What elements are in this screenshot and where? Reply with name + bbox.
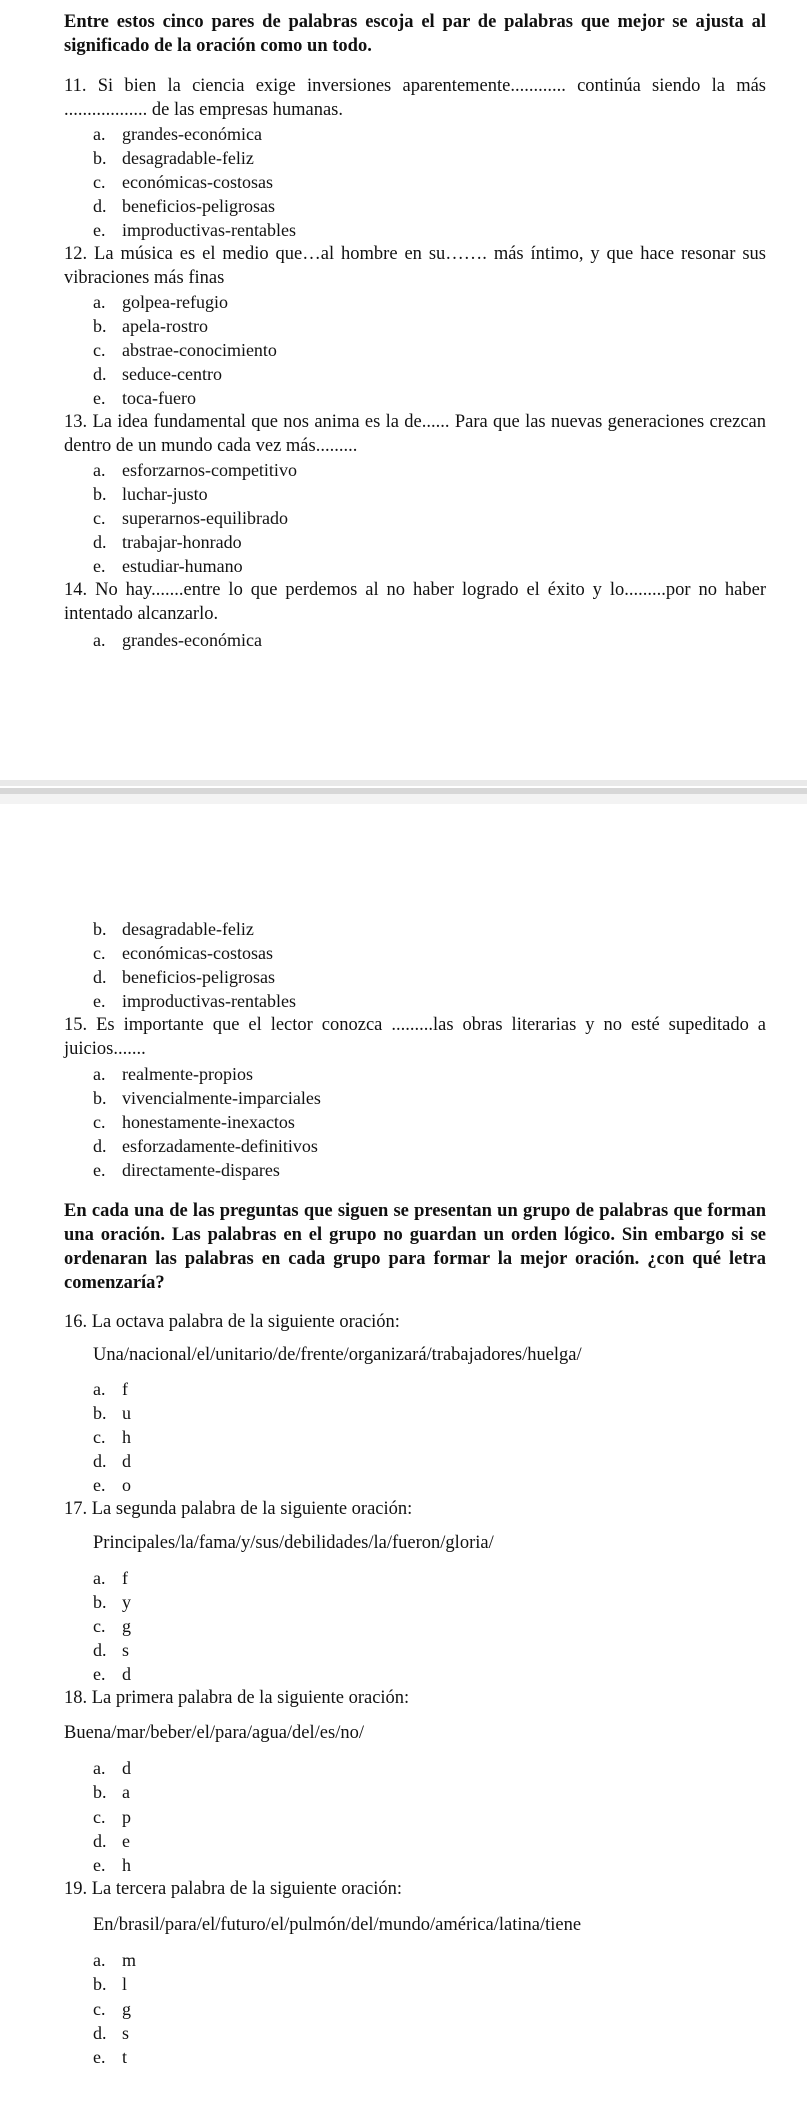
- option-11-e[interactable]: e. improductivas-rentables: [93, 220, 296, 240]
- word-group-19: En/brasil/para/el/futuro/el/pulmón/del/mundo/américa/latina/tiene: [93, 1915, 582, 1935]
- option-14-b[interactable]: b. desagradable-feliz: [93, 919, 254, 939]
- option-17-c[interactable]: c. g: [93, 1616, 131, 1636]
- question-number: 13.: [64, 412, 88, 432]
- option-14-d[interactable]: d. beneficios-peligrosas: [93, 967, 275, 987]
- question-text: No hay.......entre lo que perdemos al no haber logrado el éxito y lo.........por no haber intentado alcanzarlo.: [64, 580, 767, 624]
- question-text: Si bien la ciencia exige inversiones aparentemente............ continúa siendo la más .................. de las empresas humanas.: [64, 76, 766, 120]
- question-13: [64, 410, 766, 458]
- option-12-c[interactable]: c. abstrae-conocimiento: [93, 340, 277, 360]
- question-text: La octava palabra de la siguiente oración:: [91, 1312, 400, 1332]
- option-19-a[interactable]: a. m: [93, 1950, 137, 1970]
- option-16-c[interactable]: c. h: [93, 1427, 131, 1447]
- question-12: [64, 242, 766, 290]
- question-number: 16.: [64, 1312, 88, 1332]
- option-15-b[interactable]: b. vivencialmente-imparciales: [93, 1088, 321, 1108]
- option-15-a[interactable]: a. realmente-propios: [93, 1064, 253, 1084]
- option-13-c[interactable]: c. superarnos-equilibrado: [93, 508, 288, 528]
- question-text: Es importante que el lector conozca .........las obras literarias y no esté supeditado a juicios.......: [64, 1015, 767, 1059]
- question-number: 15.: [64, 1015, 88, 1035]
- question-text: La música es el medio que…al hombre en su……. más íntimo, y que hace resonar sus vibraciones más finas: [64, 244, 766, 288]
- question-text: La idea fundamental que nos anima es la de...... Para que las nuevas generaciones crezcan dentro de un mundo cada vez más.........: [64, 412, 767, 456]
- question-text: La segunda palabra de la siguiente oración:: [91, 1499, 413, 1519]
- question-17: [64, 1497, 766, 1521]
- section1-instructions: Entre estos cinco pares de palabras escoja el par de palabras que mejor se ajusta al significado de la oración como un todo.: [64, 12, 766, 56]
- option-16-a[interactable]: a. f: [93, 1379, 128, 1399]
- question-number: 14.: [64, 580, 88, 600]
- option-13-e[interactable]: e. estudiar-humano: [93, 556, 243, 576]
- question-number: 19.: [64, 1879, 88, 1899]
- option-16-d[interactable]: d. d: [93, 1451, 131, 1471]
- question-11: [64, 74, 766, 122]
- option-15-d[interactable]: d. esforzadamente-definitivos: [93, 1136, 318, 1156]
- option-12-d[interactable]: d. seduce-centro: [93, 364, 222, 384]
- option-18-c[interactable]: c. p: [93, 1807, 131, 1827]
- option-19-d[interactable]: d. s: [93, 2023, 130, 2043]
- option-18-a[interactable]: a. d: [93, 1758, 131, 1778]
- option-17-e[interactable]: e. d: [93, 1664, 131, 1684]
- option-15-c[interactable]: c. honestamente-inexactos: [93, 1112, 295, 1132]
- option-18-e[interactable]: e. h: [93, 1855, 131, 1875]
- question-number: 11.: [64, 76, 87, 96]
- question-text: La primera palabra de la siguiente oración:: [91, 1688, 410, 1708]
- question-number: 18.: [64, 1688, 88, 1708]
- option-14-e[interactable]: e. improductivas-rentables: [93, 991, 296, 1011]
- question-14: [64, 578, 766, 626]
- question-number: 12.: [64, 244, 88, 264]
- option-14-c[interactable]: c. económicas-costosas: [93, 943, 273, 963]
- question-18: [64, 1686, 766, 1710]
- option-19-e[interactable]: e. t: [93, 2047, 128, 2067]
- option-19-b[interactable]: b. l: [93, 1974, 128, 1994]
- option-12-b[interactable]: b. apela-rostro: [93, 316, 208, 336]
- option-13-d[interactable]: d. trabajar-honrado: [93, 532, 242, 552]
- section2-instructions: En cada una de las preguntas que siguen se presentan un grupo de palabras que forman una oración. Las palabras en el grupo no guardan un orden lógico. Sin embargo si se ordenaran las palabras en cada grupo para formar la mejor oración. ¿con qué letra comenzaría?: [64, 1201, 766, 1293]
- option-11-d[interactable]: d. beneficios-peligrosas: [93, 196, 275, 216]
- option-11-a[interactable]: a. grandes-económica: [93, 124, 262, 144]
- option-19-c[interactable]: c. g: [93, 1999, 131, 2019]
- option-12-a[interactable]: a. golpea-refugio: [93, 292, 228, 312]
- word-group-17: Principales/la/fama/y/sus/debilidades/la/fueron/gloria/: [93, 1533, 494, 1553]
- option-17-d[interactable]: d. s: [93, 1640, 130, 1660]
- question-number: 17.: [64, 1499, 88, 1519]
- question-19: [64, 1877, 766, 1901]
- option-11-c[interactable]: c. económicas-costosas: [93, 172, 273, 192]
- word-group-16: Una/nacional/el/unitario/de/frente/organizará/trabajadores/huelga/: [93, 1345, 582, 1365]
- option-13-a[interactable]: a. esforzarnos-competitivo: [93, 460, 297, 480]
- option-17-a[interactable]: a. f: [93, 1568, 128, 1588]
- question-15: [64, 1013, 766, 1061]
- page-break-divider: [0, 780, 807, 804]
- option-15-e[interactable]: e. directamente-dispares: [93, 1160, 280, 1180]
- option-16-b[interactable]: b. u: [93, 1403, 131, 1423]
- option-12-e[interactable]: e. toca-fuero: [93, 388, 196, 408]
- question-text: La tercera palabra de la siguiente oración:: [91, 1879, 402, 1899]
- option-16-e[interactable]: e. o: [93, 1475, 131, 1495]
- question-16: [64, 1310, 766, 1334]
- option-13-b[interactable]: b. luchar-justo: [93, 484, 208, 504]
- option-18-d[interactable]: d. e: [93, 1831, 130, 1851]
- option-14-a[interactable]: a. grandes-económica: [93, 630, 262, 650]
- option-18-b[interactable]: b. a: [93, 1782, 130, 1802]
- option-11-b[interactable]: b. desagradable-feliz: [93, 148, 254, 168]
- word-group-18: Buena/mar/beber/el/para/agua/del/es/no/: [64, 1723, 364, 1743]
- option-17-b[interactable]: b. y: [93, 1592, 131, 1612]
